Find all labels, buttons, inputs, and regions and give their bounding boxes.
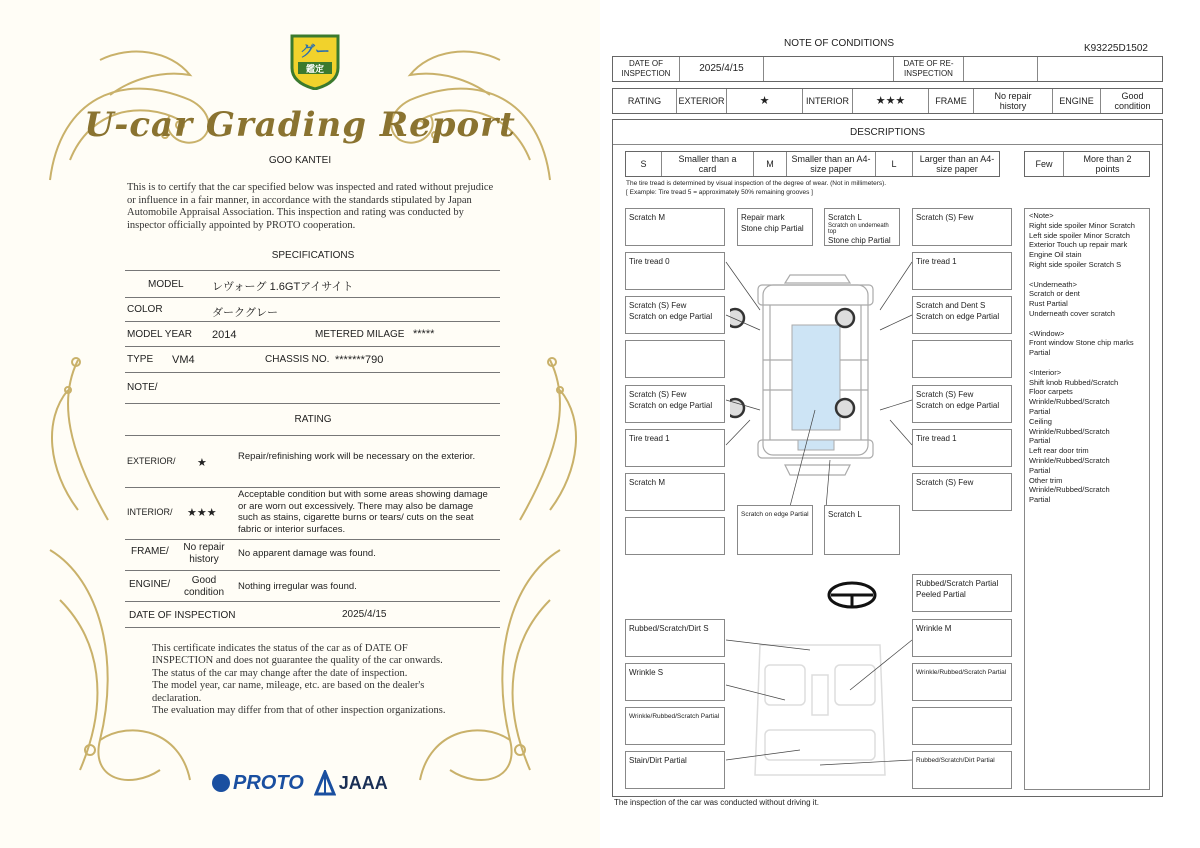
conditions-title: NOTE OF CONDITIONS (784, 38, 894, 49)
proto-logo-icon (212, 774, 230, 792)
note-line: <Window> (1029, 328, 1065, 338)
note-line: Wrinkle/Rubbed/Scratch (1029, 426, 1110, 436)
chassis-value: *******790 (335, 354, 384, 366)
condition-box (912, 574, 1012, 612)
condition-box: Scratch L (824, 505, 900, 555)
frame-value: No repair history (973, 89, 1052, 113)
divider (125, 372, 500, 373)
disclaimer-line: INSPECTION and does not guarantee the quality of the car onwards. (152, 655, 443, 667)
divider (125, 297, 500, 298)
legend-value: Larger than an A4-size paper (912, 152, 1001, 176)
interior-description: Acceptable condition but with some areas showing damage or are worn out excessively. There may also be damage such as stains, cigarette burns or tears/ cuts on the seat fabric or interior surfaces. (238, 489, 488, 535)
divider (125, 601, 500, 602)
note-line: Partial (1029, 495, 1051, 505)
note-line (1029, 319, 1145, 329)
note-label: NOTE/ (127, 382, 158, 393)
tire-note-line: The tire tread is determined by visual inspection of the degree of wear. (Not in millimeters). (626, 180, 887, 187)
date-reinspection-label: DATE OF RE-INSPECTION (893, 57, 963, 81)
disclaimer-line: The model year, car name, mileage, etc. are based on the dealer's (152, 680, 425, 692)
note-line: Wrinkle/Rubbed/Scratch (1029, 485, 1110, 495)
notes-list (1024, 208, 1150, 790)
condition-box (824, 208, 900, 246)
engine-label: ENGINE (1052, 89, 1100, 113)
condition-box-line: Scratch (S) Few (629, 301, 687, 310)
ornament-left-side (38, 350, 128, 530)
note-line: Partial (1029, 465, 1051, 475)
condition-box (912, 385, 1012, 423)
condition-box-line: Scratch on underneath top (828, 223, 889, 235)
goo-kantei-seal-icon (288, 32, 342, 90)
frame-description: No apparent damage was found. (238, 548, 376, 559)
note-line: Shift knob Rubbed/Scratch (1029, 377, 1119, 387)
condition-box-line: Peeled Partial (916, 590, 966, 599)
tire-note-line: [ Example: Tire tread 5 = approximately 50% remaining grooves ] (626, 188, 813, 196)
model-value: レヴォーグ 1.6GTアイサイト (212, 281, 354, 293)
interior-label: INTERIOR/ (127, 507, 173, 517)
divider (125, 321, 500, 322)
condition-box-line: Scratch L (828, 213, 862, 222)
date-inspection-label: DATE OF INSPECTION (621, 59, 671, 78)
note-line: Right side spoiler Minor Scratch (1029, 220, 1135, 230)
footer-note: The inspection of the car was conducted without driving it. (614, 798, 819, 807)
condition-box-line: Stone chip Partial (741, 224, 804, 233)
note-line (1029, 270, 1145, 280)
divider (125, 403, 500, 404)
chassis-label: CHASSIS NO. (265, 354, 330, 365)
condition-box-line: Scratch on edge Partial (916, 312, 1000, 321)
exterior-label: EXTERIOR (676, 89, 726, 113)
legend-value: Smaller than an A4-size paper (786, 152, 875, 176)
frame-label: FRAME (928, 89, 973, 113)
report-title: U-car Grading Report (84, 105, 516, 145)
note-line (1029, 358, 1145, 368)
legend-value: Smaller than a card (661, 152, 753, 176)
condition-box-line: Scratch (S) Few (916, 390, 974, 399)
condition-box-line: Rubbed/Scratch Partial (916, 579, 999, 588)
condition-box: Scratch (S) Few (912, 473, 1012, 511)
condition-box (737, 208, 813, 246)
interior-grade: ★★★ (187, 507, 217, 519)
color-value: ダークグレー (212, 307, 278, 319)
condition-box: Tire tread 0 (625, 252, 725, 290)
note-line: Ceiling (1029, 416, 1052, 426)
ornament-right-side (500, 350, 590, 530)
few-value: More than 2 points (1063, 152, 1151, 176)
note-line: <Interior> (1029, 367, 1062, 377)
condition-box-empty (912, 707, 1012, 745)
interior-label: INTERIOR (802, 89, 852, 113)
legend-key: M (753, 152, 786, 176)
exterior-grade: ★ (197, 457, 207, 469)
divider (125, 570, 500, 571)
note-line: Left side spoiler Minor Scratch (1029, 230, 1130, 240)
condition-box: Tire tread 1 (912, 429, 1012, 467)
condition-box: Scratch on edge Partial (737, 505, 813, 555)
note-line: Scratch or dent (1029, 289, 1080, 299)
condition-box-empty (625, 517, 725, 555)
note-line: <Underneath> (1029, 279, 1077, 289)
engine-label: ENGINE/ (129, 579, 171, 590)
note-line: Partial (1029, 406, 1051, 416)
condition-box: Stain/Dirt Partial (625, 751, 725, 789)
disclaimer (152, 643, 482, 717)
note-line: Floor carpets (1029, 387, 1073, 397)
legend-key: S (640, 159, 647, 169)
condition-box-line: Scratch on edge Partial (916, 401, 1000, 410)
condition-box-line: Repair mark (741, 213, 785, 222)
engine-grade: Good condition (183, 575, 225, 598)
condition-box: Wrinkle S (625, 663, 725, 701)
note-line: Underneath cover scratch (1029, 308, 1115, 318)
jaaa-logo-icon (314, 770, 336, 796)
jaaa-logo: JAAA (338, 772, 388, 793)
date-inspection-value: 2025/4/15 (679, 57, 763, 81)
divider (125, 346, 500, 347)
note-line: Engine Oil stain (1029, 250, 1082, 260)
condition-box: Wrinkle/Rubbed/Scratch Partial (912, 663, 1012, 701)
model-year-label: MODEL YEAR (127, 329, 193, 340)
condition-box-line: Scratch and Dent S (916, 301, 986, 310)
condition-box: Rubbed/Scratch/Dirt Partial (912, 751, 1012, 789)
svg-text:グー: グー (299, 42, 331, 60)
condition-box-line: Scratch (S) Few (629, 390, 687, 399)
condition-box (625, 296, 725, 334)
disclaimer-line: The status of the car may change after the date of inspection. (152, 667, 408, 679)
note-line: Partial (1029, 348, 1051, 358)
condition-box: Scratch (S) Few (912, 208, 1012, 246)
model-year-value: 2014 (212, 329, 237, 341)
condition-box: Rubbed/Scratch/Dirt S (625, 619, 725, 657)
few-label: Few (1035, 159, 1053, 169)
frame-label: FRAME/ (131, 546, 169, 557)
disclaimer-line: The evaluation may differ from that of other inspection organizations. (152, 705, 446, 717)
condition-box-empty (912, 340, 1012, 378)
note-line: Left rear door trim (1029, 446, 1089, 456)
proto-logo: PROTO (233, 771, 304, 794)
disclaimer-line: declaration. (152, 692, 202, 704)
note-line: Front window Stone chip marks (1029, 338, 1134, 348)
svg-text:鑑定: 鑑定 (305, 65, 325, 75)
color-label: COLOR (127, 304, 163, 315)
divider (125, 435, 500, 436)
engine-value: Good condition (1100, 89, 1164, 113)
note-line: Partial (1029, 436, 1051, 446)
condition-box: Scratch M (625, 473, 725, 511)
rating-header: RATING (294, 414, 332, 425)
descriptions-header: DESCRIPTIONS (613, 120, 1162, 145)
exterior-description: Repair/refinishing work will be necessary on the exterior. (238, 451, 476, 462)
condition-box: Tire tread 1 (625, 429, 725, 467)
date-of-inspection-label: DATE OF INSPECTION (129, 610, 236, 621)
note-line: Wrinkle/Rubbed/Scratch (1029, 397, 1110, 407)
divider (125, 627, 500, 628)
condition-box (625, 385, 725, 423)
legend-key: L (875, 152, 912, 176)
condition-box-line: Scratch on edge Partial (629, 401, 713, 410)
note-line: Wrinkle/Rubbed/Scratch (1029, 455, 1110, 465)
report-number: K93225D1502 (1084, 43, 1148, 54)
condition-box: Scratch M (625, 208, 725, 246)
engine-description: Nothing irregular was found. (238, 581, 357, 592)
note-of-conditions-page (600, 0, 1200, 848)
note-line: Rust Partial (1029, 299, 1068, 309)
metered-mileage-value: ***** (413, 328, 435, 340)
condition-box-line: Scratch on edge Partial (629, 312, 713, 321)
exterior-value: ★ (726, 89, 802, 113)
model-label: MODEL (148, 279, 184, 290)
certification-text: This is to certify that the car specified below was inspected and rated without prejudice or influence in a fair manner, in accordance with the standards stipulated by Japan Automobile Appraisal Association. This inspection and rating was conducted by inspector officially appointed by PROTO cooperation. (127, 182, 494, 231)
metered-mileage-label: METERED MILAGE (315, 329, 405, 340)
condition-box: Wrinkle/Rubbed/Scratch Partial (625, 707, 725, 745)
date-of-inspection-value: 2025/4/15 (342, 609, 387, 620)
note-line: Other trim (1029, 475, 1063, 485)
condition-box-empty (625, 340, 725, 378)
frame-grade: No repair history (183, 542, 225, 565)
condition-box: Wrinkle M (912, 619, 1012, 657)
type-label: TYPE (127, 354, 154, 365)
condition-box: Tire tread 1 (912, 252, 1012, 290)
condition-box-line: Stone chip Partial (828, 236, 891, 245)
divider (125, 539, 500, 540)
note-line: Right side spoiler Scratch S (1029, 259, 1122, 269)
interior-value: ★★★ (852, 89, 928, 113)
rating-label: RATING (627, 96, 662, 106)
note-line: Exterior Touch up repair mark (1029, 240, 1128, 250)
report-subtitle: GOO KANTEI (268, 155, 332, 166)
disclaimer-line: This certificate indicates the status of the car as of DATE OF (152, 643, 408, 654)
specifications-header: SPECIFICATIONS (271, 250, 355, 261)
condition-box (912, 296, 1012, 334)
exterior-label: EXTERIOR/ (127, 456, 176, 466)
logos (212, 770, 388, 796)
note-line: <Note> (1029, 211, 1054, 220)
type-value: VM4 (172, 354, 195, 366)
divider (125, 270, 500, 271)
divider (125, 487, 500, 488)
